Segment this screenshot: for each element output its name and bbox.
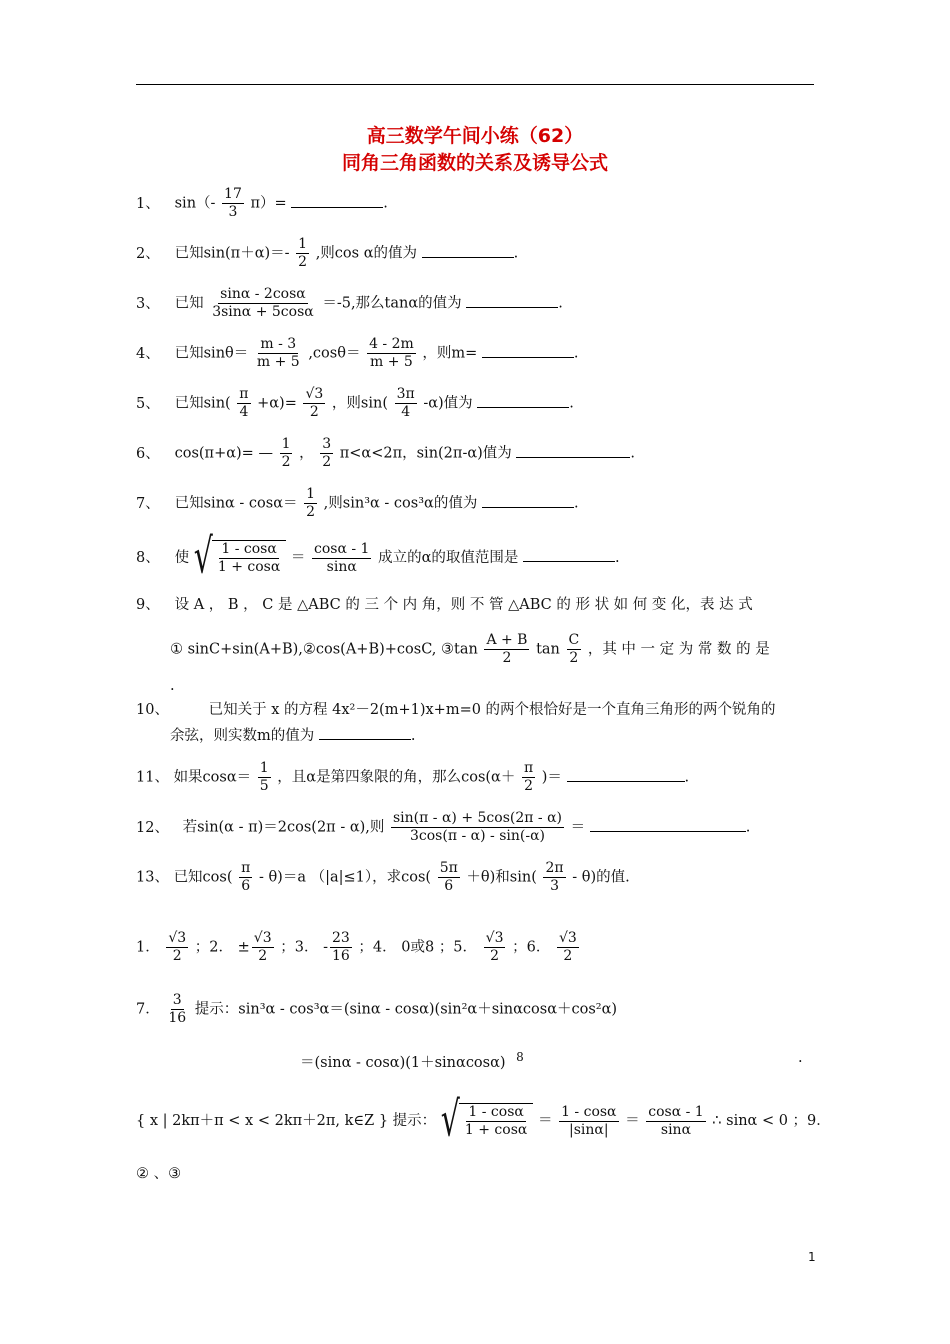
page-subtitle: 同角三角函数的关系及诱导公式: [341, 152, 608, 174]
answers-line-7b: ＝(sinα - cosα)(1＋sinαcosα) $^8$: [300, 1050, 524, 1071]
question-5: 5、 已知sin( $\frac{\pi}{4}$ +α)= $\frac{√3}{2}$ ，则sin( $\frac{3\pi}{4}$ -α)值为 .: [136, 386, 574, 420]
question-6: 6、 cos(π+α)= — $\frac{1}{2}$ ， $\frac{3}{2}$ π<α<2π，sin(2π-α)值为 .: [136, 436, 636, 470]
answer-blank[interactable]: [482, 344, 574, 358]
answer-blank[interactable]: [523, 548, 615, 562]
question-3: 3、 已知 $\frac{\sin\alpha - 2\cos\alpha}{3\sin\alpha + 5\cos\alpha}$ ＝-5,那么tanα的值为 .: [136, 286, 563, 320]
page-title: 高三数学午间小练（62）: [366, 125, 584, 147]
question-12: 12、 若sin(α - π)＝2cos(2π - α),则 $\frac{\sin(\pi - \alpha) + 5\cos(2\pi - \alpha)}{3\cos(\pi - \alpha) - \sin(-\alpha)}$ ＝ .: [136, 810, 751, 844]
question-1: 1、 sin（- $\frac{17}{3}$ π）= .: [136, 186, 388, 220]
answer-blank[interactable]: [482, 494, 574, 508]
answers-line-7: 7． $\frac{3}{16}$ 提示：sin³α - cos³α＝(sinα - cosα)(sin²α＋sinαcosα＋cos²α): [136, 992, 618, 1026]
answer-blank[interactable]: [590, 818, 746, 832]
question-9: 9、 设 A ， B ， C 是 △ABC 的 三 个 内 角，则 不 管 △ABC 的 形 状 如 何 变 化，表 达 式: [136, 597, 753, 613]
question-9-line3: .: [170, 678, 175, 694]
page-number: 1: [808, 1250, 816, 1264]
answer-blank[interactable]: [319, 726, 411, 740]
header-rule: [136, 84, 814, 85]
square-root: √ $\frac{1 - \cos\alpha}{1 + \cos\alpha}$: [194, 540, 287, 576]
question-7: 7、 已知sinα - cosα＝ $\frac{1}{2}$ ,则sin³α - cos³α的值为 .: [136, 486, 579, 520]
question-10-line2: 余弦，则实数m的值为 .: [170, 728, 416, 744]
question-9-line2: ① sinC+sin(A+B),②cos(A+B)+cosC, ③tan $\frac{A + B}{2}$ tan $\frac{C}{2}$ ，其 中 一 定 为 常 数 的 是: [170, 632, 770, 666]
answers-line-7b-dot: .: [798, 1050, 803, 1066]
question-4: 4、 已知sinθ＝ $\frac{m - 3}{m + 5}$ ,cosθ＝ $\frac{4 - 2m}{m + 5}$ ，则m= .: [136, 336, 579, 370]
question-11: 11、 如果cosα＝ $\frac{1}{5}$ ，且α是第四象限的角，那么cos(α＋ $\frac{\pi}{2}$ )＝ .: [136, 760, 690, 794]
answers-line-1: 1． $\frac{√3}{2}$ ；2． ± $\frac{√3}{2}$ ；3． - $\frac{23}{16}$ ；4． 0或8 ；5． $\frac{√3}{2}$ ；6． $\frac{√3}{2}$: [136, 930, 577, 964]
question-2: 2、 已知sin(π＋α)＝- $\frac{1}{2}$ ,则cos α的值为 .: [136, 236, 519, 270]
answer-blank[interactable]: [567, 768, 685, 782]
answer-blank[interactable]: [466, 294, 558, 308]
answers-line-8: { x | 2kπ＋π < x < 2kπ＋2π, k∈Z } 提示： √ $\frac{1 - \cos\alpha}{1 + \cos\alpha}$ ＝ $\frac{1 - \cos\alpha}{|\sin\alpha|}$ ＝ $\frac{\cos\alpha - 1}{\sin\alpha}$ ∴ sinα < 0 ；9．: [136, 1092, 831, 1149]
answer-blank[interactable]: [291, 194, 383, 208]
question-8: 8、 使 √ $\frac{1 - \cos\alpha}{1 + \cos\alpha}$ ＝ $\frac{\cos\alpha - 1}{\sin\alpha}$ 成立的α的取值范围是 .: [136, 529, 620, 586]
answer-blank[interactable]: [422, 244, 514, 258]
answer-blank[interactable]: [516, 444, 630, 458]
answers-line-9: ② 、③: [136, 1166, 182, 1182]
question-10: 10、 已知关于 x 的方程 4x²－2(m+1)x+m=0 的两个根恰好是一个直角三角形的两个锐角的: [136, 702, 776, 718]
question-13: 13、 已知cos( $\frac{\pi}{6}$ - θ)＝a （|a|≤1），求cos( $\frac{5\pi}{6}$ ＋θ)和sin( $\frac{2\pi}{3}$ - θ)的值.: [136, 860, 630, 894]
answer-blank[interactable]: [477, 394, 569, 408]
fraction: $\frac{17}{3}$: [224, 186, 242, 220]
